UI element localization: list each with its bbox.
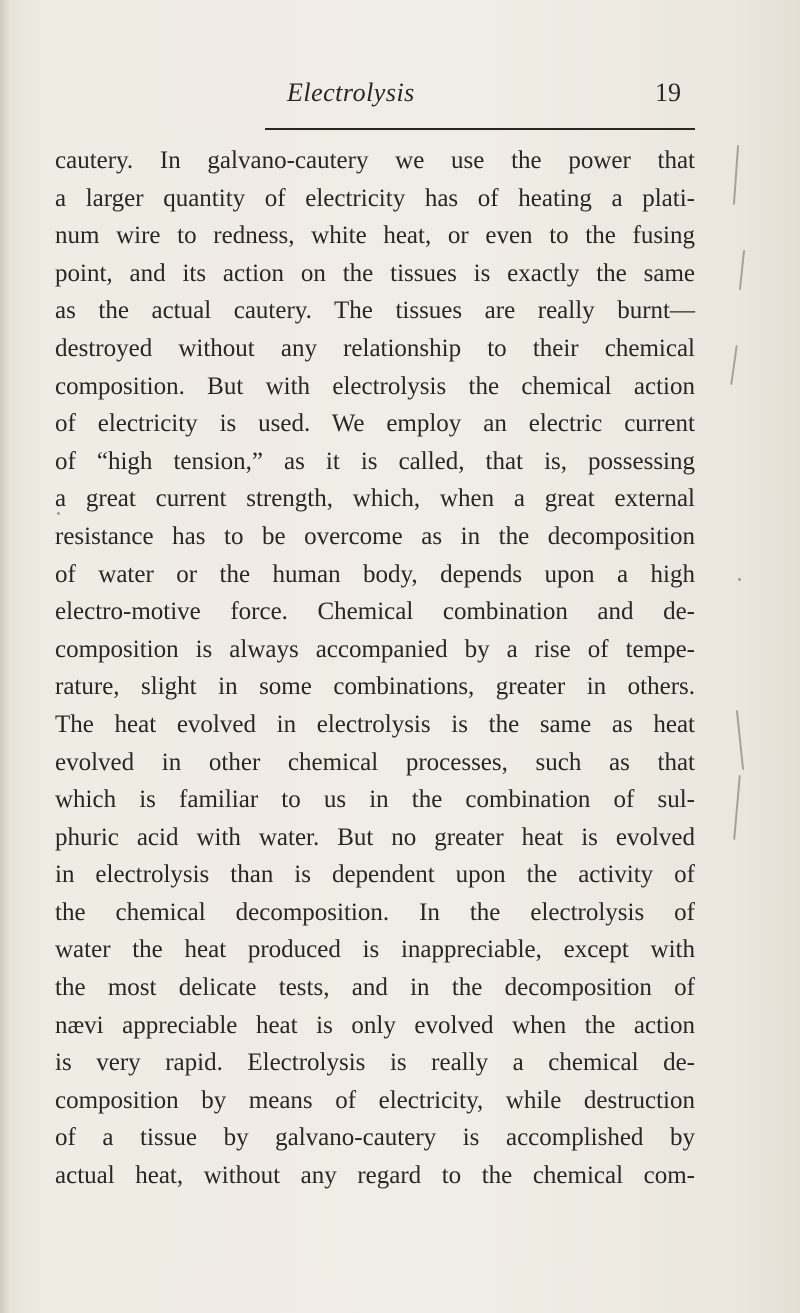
text-line: composition. But with electrolysis the chemical action xyxy=(55,372,695,400)
margin-bleed-mark xyxy=(733,145,739,205)
text-line: actual heat, without any regard to the chemical com- xyxy=(55,1162,695,1190)
text-line: resistance has to be overcome as in the decomposition xyxy=(55,522,695,550)
page-number: 19 xyxy=(655,78,681,107)
text-line: of “high tension,” as it is called, that is, possessing xyxy=(55,447,695,475)
margin-speck xyxy=(57,512,60,515)
margin-bleed-mark xyxy=(733,775,741,840)
margin-bleed-mark xyxy=(736,710,744,770)
text-line: a great current strength, which, when a great external xyxy=(55,485,695,513)
text-line: composition by means of electricity, while destruction xyxy=(55,1086,695,1114)
text-line: a larger quantity of electricity has of heating a plati- xyxy=(55,184,695,212)
running-title: Electrolysis xyxy=(287,78,415,107)
text-line: the most delicate tests, and in the decomposition of xyxy=(55,974,695,1002)
text-line: rature, slight in some combinations, greater in others. xyxy=(55,673,695,701)
header-rule xyxy=(265,128,695,130)
text-line: water the heat produced is inappreciable, except with xyxy=(55,936,695,964)
margin-bleed-mark xyxy=(739,250,745,290)
gutter-shadow xyxy=(0,0,10,1313)
running-head xyxy=(0,78,800,118)
text-line: of electricity is used. We employ an electric current xyxy=(55,410,695,438)
text-line: the chemical decomposition. In the electrolysis of xyxy=(55,898,695,926)
text-line: which is familiar to us in the combination of sul- xyxy=(55,786,695,814)
text-line: electro-motive force. Chemical combination and de- xyxy=(55,598,695,626)
text-line: as the actual cautery. The tissues are really burnt— xyxy=(55,297,695,325)
margin-speck xyxy=(738,578,741,581)
body-paragraph xyxy=(55,142,695,1195)
text-line: is very rapid. Electrolysis is really a chemical de- xyxy=(55,1049,695,1077)
text-line: destroyed without any relationship to their chemical xyxy=(55,334,695,362)
text-line: The heat evolved in electrolysis is the same as heat xyxy=(55,710,695,738)
text-line: phuric acid with water. But no greater heat is evolved xyxy=(55,823,695,851)
text-line: cautery. In galvano-cautery we use the power that xyxy=(55,147,695,174)
text-line: of a tissue by galvano-cautery is accomplished by xyxy=(55,1124,695,1152)
text-line: point, and its action on the tissues is exactly the same xyxy=(55,259,695,287)
text-line: composition is always accompanied by a rise of tempe- xyxy=(55,635,695,663)
margin-bleed-mark xyxy=(730,345,738,385)
text-line: of water or the human body, depends upon a high xyxy=(55,560,695,588)
text-line: evolved in other chemical processes, such as that xyxy=(55,748,695,776)
text-line: in electrolysis than is dependent upon the activity of xyxy=(55,861,695,889)
text-line: num wire to redness, white heat, or even to the fusing xyxy=(55,222,695,250)
text-line: nævi appreciable heat is only evolved when the action xyxy=(55,1011,695,1039)
